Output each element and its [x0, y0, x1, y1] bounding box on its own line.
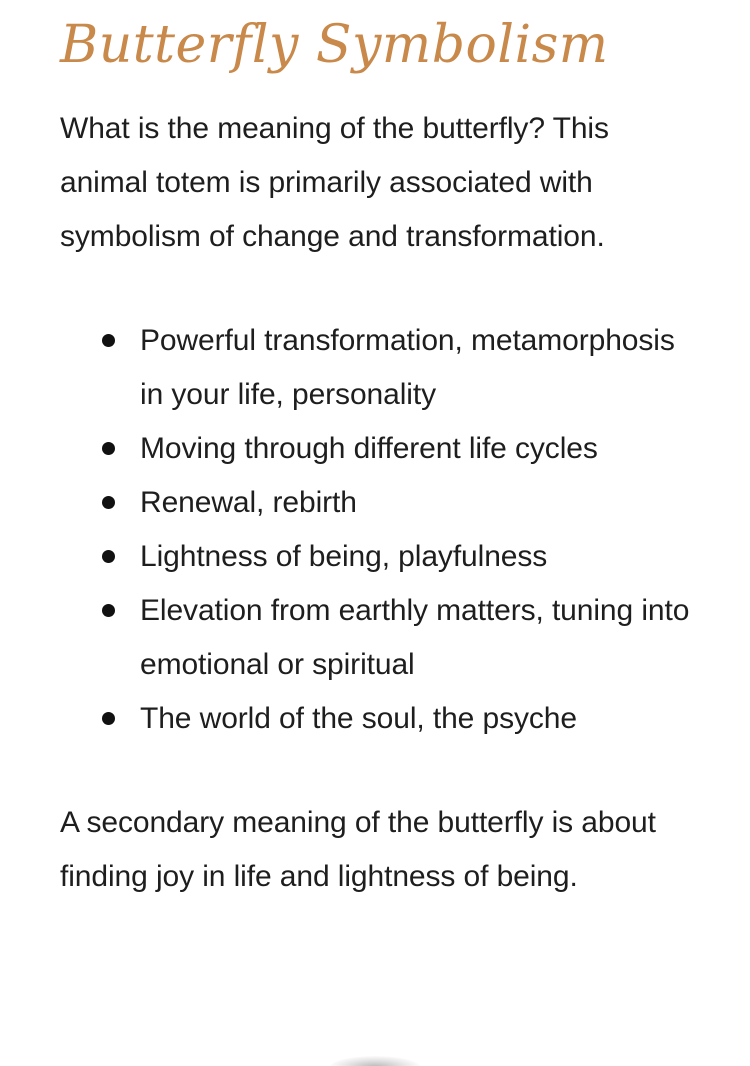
bullet-dot-icon: [102, 550, 115, 563]
bullet-dot-icon: [102, 442, 115, 455]
list-item-text: The world of the soul, the psyche: [140, 702, 577, 735]
list-item: [140, 422, 700, 476]
list-item: [140, 476, 700, 530]
bullet-dot-icon: [102, 604, 115, 617]
outro-paragraph: A secondary meaning of the butterfly is about finding joy in life and lightness of being.: [60, 806, 656, 893]
list-item: [140, 314, 700, 422]
page-title: Butterfly Symbolism: [60, 15, 609, 75]
list-item: [140, 584, 700, 692]
list-item: [140, 530, 700, 584]
list-item-text: Renewal, rebirth: [140, 486, 357, 519]
article: [60, 0, 700, 904]
bullet-dot-icon: [102, 712, 115, 725]
bullet-dot-icon: [102, 496, 115, 509]
shadow-divider: [330, 1056, 420, 1066]
bullet-dot-icon: [102, 334, 115, 347]
list-item: [140, 692, 700, 746]
list-item-text: Moving through different life cycles: [140, 432, 598, 465]
symbolism-list: [60, 314, 700, 746]
intro-paragraph: What is the meaning of the butterfly? This animal totem is primarily associated with symbolism of change and transformation.: [60, 112, 609, 253]
list-item-text: Elevation from earthly matters, tuning into emotional or spiritual: [140, 594, 690, 681]
list-item-text: Lightness of being, playfulness: [140, 540, 548, 573]
list-item-text: Powerful transformation, metamorphosis in your life, personality: [140, 324, 675, 411]
